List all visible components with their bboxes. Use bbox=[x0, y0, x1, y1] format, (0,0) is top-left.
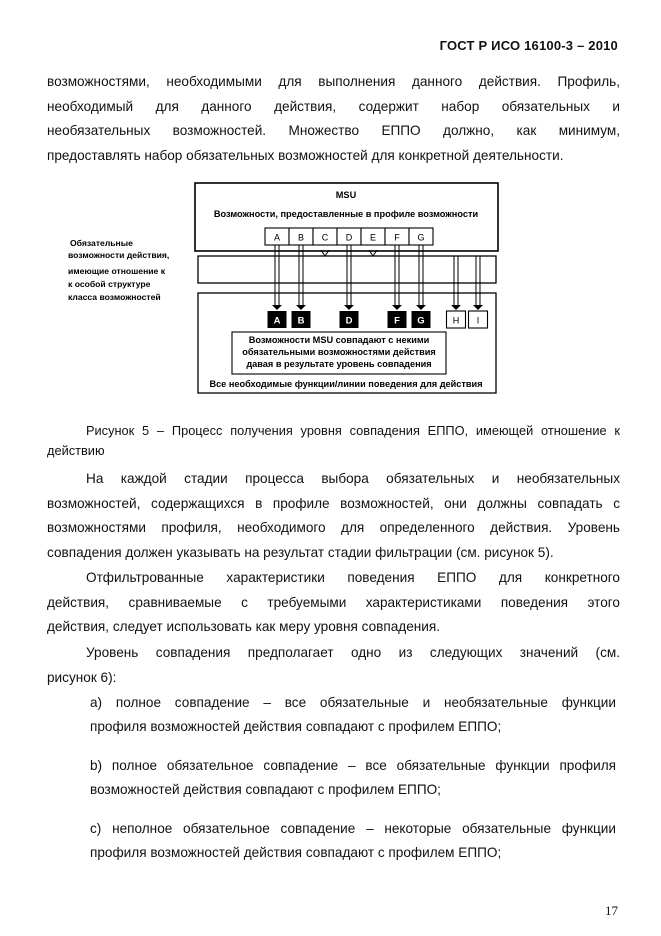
text-line: предоставлять набор обязательных возможностей для конкретной деятельности. bbox=[47, 147, 564, 163]
top-letter: G bbox=[417, 232, 425, 243]
side-label bbox=[68, 238, 169, 302]
top-letter-boxes bbox=[265, 228, 433, 245]
side-label-line: имеющие отношение к bbox=[68, 266, 166, 276]
text-line: действия, сравниваемые с требуемыми характеристиками поведения этого bbox=[47, 594, 620, 610]
top-letter: D bbox=[345, 232, 353, 243]
required-letter: B bbox=[297, 315, 305, 327]
document-header: ГОСТ Р ИСО 16100-3 – 2010 bbox=[439, 38, 618, 53]
required-letter: A bbox=[273, 315, 281, 327]
page-number: 17 bbox=[605, 903, 618, 918]
top-letter: E bbox=[369, 232, 377, 243]
text-line: совпадения должен указывать на результат стадии фильтрации (см. рисунок 5). bbox=[47, 544, 554, 560]
text-line: c) неполное обязательное совпадение – некоторые обязательные функции bbox=[90, 821, 616, 836]
top-letter: B bbox=[297, 232, 305, 243]
text-line: рисунок 6): bbox=[47, 669, 117, 685]
top-letter: A bbox=[273, 232, 281, 243]
side-label-line: Обязательные bbox=[70, 238, 133, 248]
optional-letter: I bbox=[476, 315, 480, 326]
text-line: возможностей, содержащихся в профиле возможностей, они должны совпадать с bbox=[47, 495, 620, 511]
text-line: Уровень совпадения предполагает одно из следующих значений (см. bbox=[86, 645, 620, 660]
side-label-line: возможности действия, bbox=[68, 250, 170, 260]
side-label-line: класса возможностей bbox=[68, 292, 161, 302]
figure-caption bbox=[47, 421, 620, 461]
text-line: необходимый для данного действия, содержит набор обязательных и bbox=[47, 98, 620, 114]
paragraph-3 bbox=[47, 641, 620, 690]
list-item-b bbox=[52, 754, 616, 802]
text-line: действия, следует использовать как меру уровня совпадения. bbox=[47, 619, 441, 634]
match-label-line: Возможности MSU совпадают с некими bbox=[248, 335, 430, 345]
required-letter: D bbox=[345, 315, 353, 327]
match-label-line: обязательными возможностями действия bbox=[242, 347, 436, 357]
paragraph-2 bbox=[47, 566, 620, 640]
text-line: На каждой стадии процесса выбора обязательных и необязательных bbox=[86, 471, 620, 486]
optional-letter: H bbox=[452, 315, 460, 326]
paragraph-1 bbox=[47, 467, 620, 565]
text-line: a) полное совпадение – все обязательные и необязательные функции bbox=[90, 695, 616, 710]
top-letter: F bbox=[394, 232, 400, 243]
required-letter: G bbox=[417, 315, 425, 327]
side-label-line: к особой структуре bbox=[68, 279, 151, 289]
match-label-line: давая в результате уровень совпадения bbox=[246, 359, 432, 369]
required-letter: F bbox=[394, 315, 400, 327]
caption-line: действию bbox=[47, 443, 105, 458]
profile-label: Возможности, предоставленные в профиле возможности bbox=[213, 209, 479, 219]
text-line: возможностями профиля, необходимого для определенного действия. Уровень bbox=[47, 520, 620, 535]
caption-line: Рисунок 5 – Процесс получения уровня совпадения ЕППО, имеющей отношение к bbox=[86, 423, 620, 438]
intro-paragraph bbox=[47, 70, 620, 168]
bottom-label: Все необходимые функции/линии поведения для действия bbox=[209, 379, 483, 389]
text-line: b) полное обязательное совпадение – все обязательные функции профиля bbox=[90, 758, 616, 773]
top-letter: C bbox=[321, 232, 329, 243]
list-item-c bbox=[52, 817, 616, 865]
text-line: необязательных возможностей. Множество ЕППО должно, как минимум, bbox=[47, 123, 620, 138]
text-line: профиля возможностей действия совпадают с профилем ЕППО; bbox=[90, 845, 502, 860]
text-line: возможностей действия совпадают с профилем ЕППО; bbox=[90, 782, 441, 797]
figure-5-diagram bbox=[60, 178, 500, 398]
list-item-a bbox=[52, 691, 616, 739]
text-line: профиля возможностей действия совпадают с профилем ЕППО; bbox=[90, 719, 502, 734]
msu-label: MSU bbox=[335, 190, 357, 200]
text-line: возможностями, необходимыми для выполнения данного действия. Профиль, bbox=[47, 74, 620, 89]
text-line: Отфильтрованные характеристики поведения ЕППО для конкретного bbox=[86, 570, 620, 585]
